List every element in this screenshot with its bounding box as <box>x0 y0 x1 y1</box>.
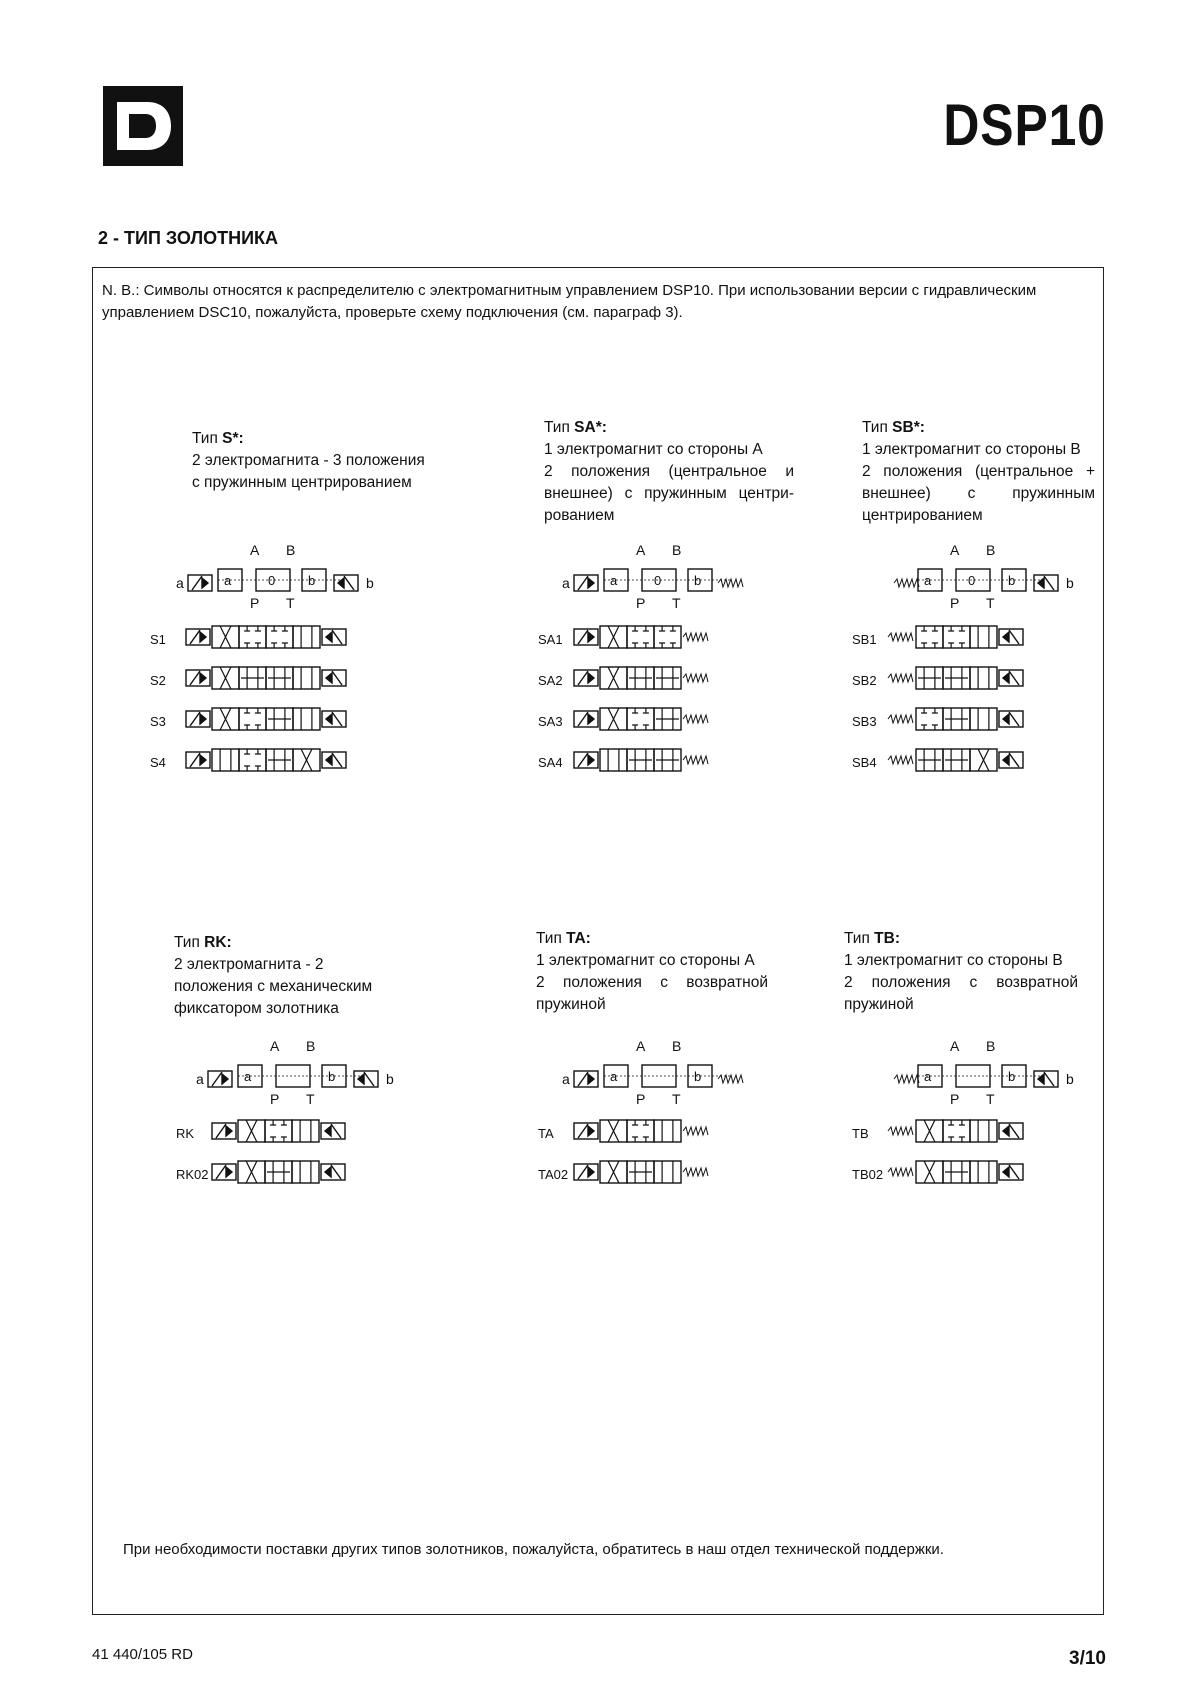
s-master-label-B: B <box>286 542 296 558</box>
type-rk-description: Тип RK: 2 электромагнита - 2 положения с механическим фиксатором золотника <box>174 934 373 1017</box>
tb-master-solenoid-b-mark <box>1038 1072 1054 1086</box>
symbol-s3-cell-2-flow <box>268 708 291 730</box>
symbol-tb-cell-2-flow <box>978 1120 989 1142</box>
symbol-tb02-spring-left <box>888 1168 913 1176</box>
rk-master-center-box <box>276 1065 310 1087</box>
symbol-ta-solenoid-left-mark <box>578 1124 594 1138</box>
symbol-sb4-cell-2-flow <box>978 749 989 771</box>
sa-master-label-P: P <box>636 595 646 611</box>
sb-master-label-P: P <box>950 595 960 611</box>
symbol-tb02-cell-2 <box>970 1161 997 1183</box>
rk-master-label-A: A <box>270 1038 280 1054</box>
symbol-sa2-spring-right <box>683 674 708 682</box>
symbol-rk02-cell-1-flow <box>267 1161 290 1183</box>
symbol-tb02-cell-2-flow <box>978 1161 989 1183</box>
rk-master-label-a: a <box>196 1071 204 1087</box>
type-sa-description: Тип SA*: 1 электромагнит со стороны A 2 положения (центральное и внешнее) с пружинным центри- рованием <box>544 419 794 524</box>
s-master-box-b-text: b <box>308 573 316 588</box>
symbol-sb1-cell-0 <box>916 626 943 648</box>
symbol-rk02-label: RK02 <box>176 1167 209 1182</box>
symbol-s3-cell-1-flow <box>244 708 261 730</box>
sa-master-solenoid-a-mark <box>578 576 594 590</box>
symbol-s3-cell-1 <box>239 708 266 730</box>
symbol-sb3-solenoid-right-mark <box>1003 712 1019 726</box>
tb-master-box-b-text: b <box>1008 1069 1016 1084</box>
s-master-label-0: 0 <box>268 573 276 588</box>
symbol-s3-solenoid-left-mark <box>190 712 206 726</box>
symbol-rk02-cell-2-flow <box>300 1161 311 1183</box>
tb-master-label-B: B <box>986 1038 996 1054</box>
note-text: N. B.: Символы относятся к распределителю с электромагнитным управлением DSP10. При использовании версии с гидравлическим управлением DSC10, пожалуйста, проверьте схему подключения (см. параграф 3). <box>102 282 1037 321</box>
symbol-sb2-cell-1-flow <box>945 667 968 689</box>
symbol-s4-cell-0 <box>212 749 239 771</box>
symbol-tb-label: TB <box>852 1126 869 1141</box>
symbol-sa3-solenoid-left-mark <box>578 712 594 726</box>
symbol-s1-cell-3 <box>293 626 320 648</box>
symbol-sb2-spring-left <box>888 674 913 682</box>
symbol-tb02-cell-1-flow <box>945 1161 968 1183</box>
symbol-s4-cell-1 <box>239 749 266 771</box>
symbol-sa4-spring-right <box>683 756 708 764</box>
symbol-sb3-cell-0-flow <box>921 708 938 730</box>
symbol-s3-cell-3-flow <box>301 708 312 730</box>
rk-master-box-a-text: a <box>244 1069 252 1084</box>
symbol-sa3-label: SA3 <box>538 714 563 729</box>
symbol-s3-cell-3 <box>293 708 320 730</box>
sa-master-label-a: a <box>562 575 570 591</box>
symbol-tb02-label: TB02 <box>852 1167 884 1182</box>
symbol-s2-cell-3-flow <box>301 667 312 689</box>
symbol-s2-cell-3 <box>293 667 320 689</box>
symbol-rk-cell-1 <box>265 1120 292 1142</box>
symbol-tb-cell-1 <box>943 1120 970 1142</box>
ta-master-solenoid-a-mark <box>578 1072 594 1086</box>
sb-master-spring-a <box>894 579 919 587</box>
symbol-rk-cell-2 <box>292 1120 319 1142</box>
s-master-label-a: a <box>176 575 184 591</box>
type-sb-description: Тип SB*: 1 электромагнит со стороны B 2 положения (центральное + внешнее) с пружинным центрированием <box>862 419 1095 524</box>
symbol-s2-solenoid-left-mark <box>190 671 206 685</box>
document-title: DSP10 <box>943 93 1106 158</box>
symbol-rk-solenoid-right-mark <box>325 1124 341 1138</box>
symbol-ta-cell-1 <box>627 1120 654 1142</box>
ta-master-center-box <box>642 1065 676 1087</box>
symbol-sb3-spring-left <box>888 715 913 723</box>
symbol-s4-solenoid-left-mark <box>190 753 206 767</box>
sa-master-box-b-text: b <box>694 573 702 588</box>
symbol-s1-cell-2-flow <box>271 626 288 648</box>
symbol-s4-cell-2-flow <box>268 749 291 771</box>
symbol-rk02-solenoid-right-mark <box>325 1165 341 1179</box>
symbol-sa4-cell-1-flow <box>629 749 652 771</box>
symbol-sa4-cell-0-flow <box>608 749 619 771</box>
symbol-rk-solenoid-left-mark <box>216 1124 232 1138</box>
sb-master-solenoid-b-mark <box>1038 576 1054 590</box>
symbol-tb-cell-1-flow <box>948 1120 965 1142</box>
ta-master-label-T: T <box>672 1091 681 1107</box>
symbol-sb4-cell-0-flow <box>918 749 941 771</box>
tb-master-label-b: b <box>1066 1071 1074 1087</box>
type-ta-description: Тип TA: 1 электромагнит со стороны A 2 положения с возвратной пружиной <box>536 930 768 1013</box>
symbol-sb3-cell-1-flow <box>945 708 968 730</box>
symbol-sa1-cell-1-flow <box>632 626 649 648</box>
rk-master-label-b: b <box>386 1071 394 1087</box>
tb-master-label-P: P <box>950 1091 960 1107</box>
symbol-sb4-spring-left <box>888 756 913 764</box>
symbol-s1-cell-0-flow <box>220 626 231 648</box>
symbol-sb3-label: SB3 <box>852 714 877 729</box>
symbol-sa2-label: SA2 <box>538 673 563 688</box>
s-master-label-A: A <box>250 542 260 558</box>
symbol-s1-cell-1-flow <box>244 626 261 648</box>
ta-master-label-A: A <box>636 1038 646 1054</box>
symbol-rk-cell-0-flow <box>246 1120 257 1142</box>
symbol-sa4-label: SA4 <box>538 755 563 770</box>
tb-master-label-A: A <box>950 1038 960 1054</box>
symbol-sb4-solenoid-right-mark <box>1003 753 1019 767</box>
tb-master-center-box <box>956 1065 990 1087</box>
symbol-sb1-spring-left <box>888 633 913 641</box>
page-number: 3/10 <box>1069 1648 1106 1669</box>
symbol-sa3-spring-right <box>683 715 708 723</box>
type-s-description: Тип S*: 2 электромагнита - 3 положения с пружинным центрированием <box>192 430 425 491</box>
symbol-ta02-spring-right <box>683 1168 708 1176</box>
symbol-rk-cell-2-flow <box>300 1120 311 1142</box>
symbol-sb1-cell-2 <box>970 626 997 648</box>
symbol-sb2-cell-0-flow <box>918 667 941 689</box>
symbol-s1-cell-1 <box>239 626 266 648</box>
symbol-s4-cell-3-flow <box>301 749 312 771</box>
symbol-sb4-cell-1-flow <box>945 749 968 771</box>
symbol-tb-solenoid-right-mark <box>1003 1124 1019 1138</box>
symbol-tb-cell-2 <box>970 1120 997 1142</box>
section-title: 2 - ТИП ЗОЛОТНИКА <box>98 228 279 248</box>
symbol-sb3-cell-2 <box>970 708 997 730</box>
sa-master-label-B: B <box>672 542 682 558</box>
type-tb-description: Тип TB: 1 электромагнит со стороны B 2 положения с возвратной пружиной <box>844 930 1078 1013</box>
symbol-ta-cell-2-flow <box>662 1120 673 1142</box>
sb-master-label-0: 0 <box>968 573 976 588</box>
rk-master-label-T: T <box>306 1091 315 1107</box>
sa-master-box-a-text: a <box>610 573 618 588</box>
sa-master-label-0: 0 <box>654 573 662 588</box>
symbol-sa3-cell-0-flow <box>608 708 619 730</box>
sa-master-label-T: T <box>672 595 681 611</box>
symbol-sa1-solenoid-left-mark <box>578 630 594 644</box>
symbol-s3-cell-0-flow <box>220 708 231 730</box>
sa-master-spring-b <box>718 579 743 587</box>
symbol-sb1-cell-1-flow <box>948 626 965 648</box>
symbol-s2-cell-0-flow <box>220 667 231 689</box>
symbol-ta02-cell-2-flow <box>662 1161 673 1183</box>
sb-master-label-B: B <box>986 542 996 558</box>
symbol-sb1-label: SB1 <box>852 632 877 647</box>
symbol-sa1-cell-0-flow <box>608 626 619 648</box>
symbol-ta-label: TA <box>538 1126 554 1141</box>
symbol-sa3-cell-2-flow <box>656 708 679 730</box>
symbol-s1-solenoid-left-mark <box>190 630 206 644</box>
rk-master-box-b-text: b <box>328 1069 336 1084</box>
symbol-ta02-cell-0-flow <box>608 1161 619 1183</box>
symbol-ta02-label: TA02 <box>538 1167 569 1182</box>
symbol-ta-cell-1-flow <box>632 1120 649 1142</box>
symbol-sa1-cell-2 <box>654 626 681 648</box>
symbol-ta02-solenoid-left-mark <box>578 1165 594 1179</box>
symbol-sa4-solenoid-left-mark <box>578 753 594 767</box>
sb-master-box-b-text: b <box>1008 573 1016 588</box>
symbol-sb1-cell-1 <box>943 626 970 648</box>
symbol-rk02-cell-2 <box>292 1161 319 1183</box>
symbol-tb02-solenoid-right-mark <box>1003 1165 1019 1179</box>
symbol-sa4-cell-2-flow <box>656 749 679 771</box>
symbol-ta-cell-2 <box>654 1120 681 1142</box>
symbol-s1-cell-3-flow <box>301 626 312 648</box>
symbol-tb-spring-left <box>888 1127 913 1135</box>
symbol-s3-solenoid-right-mark <box>326 712 342 726</box>
symbol-sa2-solenoid-left-mark <box>578 671 594 685</box>
symbol-sa4-cell-0 <box>600 749 627 771</box>
symbol-sb2-cell-2-flow <box>978 667 989 689</box>
tb-master-spring-a <box>894 1075 919 1083</box>
symbol-sb4-label: SB4 <box>852 755 877 770</box>
symbol-tb02-cell-0-flow <box>924 1161 935 1183</box>
symbol-sb2-label: SB2 <box>852 673 877 688</box>
footer-note: При необходимости поставки других типов золотников, пожалуйста, обратитесь в наш отдел технической поддержки. <box>123 1541 944 1558</box>
symbol-sb2-cell-2 <box>970 667 997 689</box>
sa-master-label-A: A <box>636 542 646 558</box>
symbol-sb3-cell-2-flow <box>978 708 989 730</box>
symbol-sb1-cell-0-flow <box>921 626 938 648</box>
symbol-s3-label: S3 <box>150 714 166 729</box>
symbol-sa2-cell-2-flow <box>656 667 679 689</box>
ta-master-label-P: P <box>636 1091 646 1107</box>
symbol-sa1-cell-1 <box>627 626 654 648</box>
ta-master-box-a-text: a <box>610 1069 618 1084</box>
s-master-label-P: P <box>250 595 260 611</box>
symbol-sa1-label: SA1 <box>538 632 563 647</box>
symbol-s4-label: S4 <box>150 755 166 770</box>
sb-master-label-T: T <box>986 595 995 611</box>
symbol-s4-solenoid-right-mark <box>326 753 342 767</box>
symbol-sb3-cell-0 <box>916 708 943 730</box>
symbol-s2-cell-2-flow <box>268 667 291 689</box>
symbol-sa3-cell-1-flow <box>632 708 649 730</box>
symbol-s2-solenoid-right-mark <box>326 671 342 685</box>
symbol-s1-cell-2 <box>266 626 293 648</box>
sb-master-label-A: A <box>950 542 960 558</box>
s-master-box-a-text: a <box>224 573 232 588</box>
symbol-rk02-solenoid-left-mark <box>216 1165 232 1179</box>
symbol-rk-label: RK <box>176 1126 195 1141</box>
symbol-sa2-cell-0-flow <box>608 667 619 689</box>
symbol-ta02-cell-1-flow <box>629 1161 652 1183</box>
tb-master-label-T: T <box>986 1091 995 1107</box>
symbol-ta-cell-0-flow <box>608 1120 619 1142</box>
symbol-rk-cell-1-flow <box>270 1120 287 1142</box>
symbol-sa2-cell-1-flow <box>629 667 652 689</box>
sb-master-box-a-text: a <box>924 573 932 588</box>
symbol-ta-spring-right <box>683 1127 708 1135</box>
symbol-sb2-solenoid-right-mark <box>1003 671 1019 685</box>
symbol-rk02-cell-0-flow <box>246 1161 257 1183</box>
document-code: 41 440/105 RD <box>92 1646 193 1663</box>
symbol-s1-label: S1 <box>150 632 166 647</box>
symbol-s2-label: S2 <box>150 673 166 688</box>
s-master-solenoid-b-mark <box>338 576 354 590</box>
tb-master-box-a-text: a <box>924 1069 932 1084</box>
symbol-sa3-cell-1 <box>627 708 654 730</box>
symbol-sa1-spring-right <box>683 633 708 641</box>
symbol-sb1-solenoid-right-mark <box>1003 630 1019 644</box>
rk-master-label-P: P <box>270 1091 280 1107</box>
s-master-label-b: b <box>366 575 374 591</box>
s-master-solenoid-a-mark <box>192 576 208 590</box>
ta-master-label-a: a <box>562 1071 570 1087</box>
s-master-label-T: T <box>286 595 295 611</box>
symbol-ta02-cell-2 <box>654 1161 681 1183</box>
sb-master-label-b: b <box>1066 575 1074 591</box>
symbol-tb-cell-0-flow <box>924 1120 935 1142</box>
symbol-s4-cell-0-flow <box>220 749 231 771</box>
symbol-sa1-cell-2-flow <box>659 626 676 648</box>
symbol-s1-solenoid-right-mark <box>326 630 342 644</box>
symbol-s2-cell-1-flow <box>241 667 264 689</box>
ta-master-box-b-text: b <box>694 1069 702 1084</box>
symbol-s4-cell-1-flow <box>244 749 261 771</box>
rk-master-solenoid-a-mark <box>212 1072 228 1086</box>
rk-master-label-B: B <box>306 1038 316 1054</box>
ta-master-spring-b <box>718 1075 743 1083</box>
rk-master-solenoid-b-mark <box>358 1072 374 1086</box>
ta-master-label-B: B <box>672 1038 682 1054</box>
symbol-sb1-cell-2-flow <box>978 626 989 648</box>
